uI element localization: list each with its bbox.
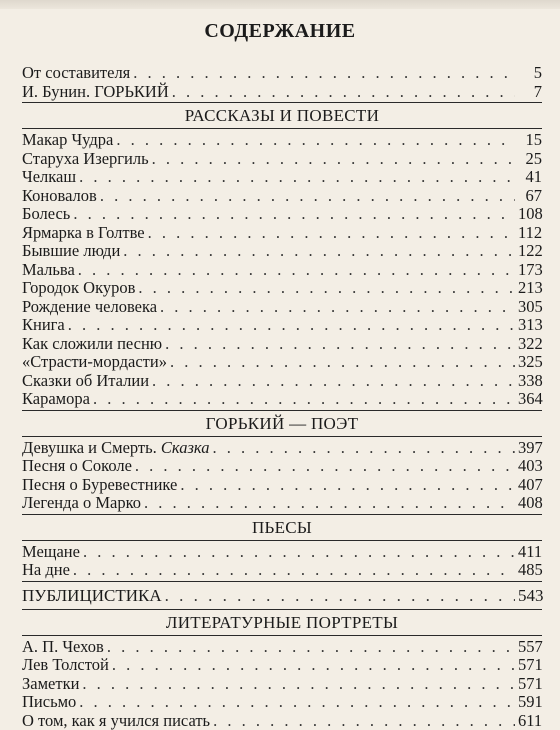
leader-dots: [138, 279, 515, 298]
table-of-contents: [22, 64, 542, 730]
toc-entry[interactable]: [22, 131, 542, 150]
divider: [22, 635, 542, 636]
leader-dots: [73, 561, 515, 580]
entry-page: 338: [518, 372, 542, 391]
entry-title: А. П. Чехов: [22, 638, 104, 657]
entry-title: Старуха Изергиль: [22, 150, 149, 169]
entry-page: 5: [518, 64, 542, 83]
leader-dots: [170, 353, 515, 372]
entry-title: Челкаш: [22, 168, 76, 187]
leader-dots: [144, 494, 515, 513]
toc-entry[interactable]: [22, 638, 542, 657]
toc-entry[interactable]: [22, 353, 542, 372]
divider: [22, 410, 542, 411]
toc-entry[interactable]: [22, 279, 542, 298]
toc-entry-publicistics[interactable]: [22, 584, 542, 608]
entry-page: 571: [518, 656, 542, 675]
section-heading: ПЬЕСЫ: [22, 517, 542, 539]
entry-title-main: Девушка и Смерть.: [22, 438, 157, 457]
leader-dots: [83, 543, 515, 562]
entry-page: 364: [518, 390, 542, 409]
divider: [22, 436, 542, 437]
entry-page: 403: [518, 457, 542, 476]
entry-title: Как сложили песню: [22, 335, 162, 354]
entry-page: 108: [518, 205, 542, 224]
entry-title: Сказки об Италии: [22, 372, 149, 391]
entry-title: На дне: [22, 561, 70, 580]
toc-entry[interactable]: [22, 150, 542, 169]
entry-page: 122: [518, 242, 542, 261]
previous-page-bleed: [0, 0, 560, 9]
toc-entry[interactable]: [22, 224, 542, 243]
leader-dots: [107, 638, 515, 657]
page-title: СОДЕРЖАНИЕ: [0, 20, 560, 43]
toc-entry[interactable]: [22, 187, 542, 206]
entry-title: Ярмарка в Голтве: [22, 224, 145, 243]
divider: [22, 540, 542, 541]
entry-page: 7: [518, 83, 542, 102]
leader-dots: [116, 131, 515, 150]
section-heading: ГОРЬКИЙ — ПОЭТ: [22, 413, 542, 435]
toc-entry[interactable]: [22, 372, 542, 391]
toc-entry[interactable]: [22, 561, 542, 580]
toc-entry[interactable]: [22, 543, 542, 562]
toc-entry[interactable]: [22, 64, 542, 83]
entry-title: Книга: [22, 316, 65, 335]
entry-title: «Страсти-мордасти»: [22, 353, 167, 372]
entry-title: [22, 439, 209, 458]
entry-page: 408: [518, 494, 542, 513]
leader-dots: [172, 83, 515, 102]
leader-dots: [165, 584, 515, 608]
entry-title: От составителя: [22, 64, 130, 83]
entry-page: 397: [518, 439, 542, 458]
toc-entry[interactable]: [22, 83, 542, 102]
toc-entry[interactable]: [22, 205, 542, 224]
entry-page: 591: [518, 693, 542, 712]
leader-dots: [82, 675, 515, 694]
entry-title: Городок Окуров: [22, 279, 135, 298]
entry-title: Заметки: [22, 675, 79, 694]
entry-page: 213: [518, 279, 542, 298]
entry-title: Письмо: [22, 693, 76, 712]
leader-dots: [100, 187, 515, 206]
toc-entry[interactable]: [22, 261, 542, 280]
entry-title: Лев Толстой: [22, 656, 109, 675]
toc-entry[interactable]: [22, 298, 542, 317]
leader-dots: [152, 372, 515, 391]
leader-dots: [135, 457, 515, 476]
leader-dots: [79, 693, 515, 712]
entry-page: 41: [518, 168, 542, 187]
leader-dots: [79, 168, 515, 187]
leader-dots: [73, 205, 515, 224]
entry-page: 173: [518, 261, 542, 280]
entry-title: Бывшие люди: [22, 242, 120, 261]
toc-entry[interactable]: [22, 494, 542, 513]
section-heading: РАССКАЗЫ И ПОВЕСТИ: [22, 105, 542, 127]
entry-page: 407: [518, 476, 542, 495]
entry-title: Болесь: [22, 205, 70, 224]
leader-dots: [212, 439, 515, 458]
entry-page: 485: [518, 561, 542, 580]
divider: [22, 609, 542, 610]
section-heading: ЛИТЕРАТУРНЫЕ ПОРТРЕТЫ: [22, 612, 542, 634]
entry-page: 557: [518, 638, 542, 657]
toc-entry[interactable]: [22, 439, 542, 458]
toc-entry[interactable]: [22, 476, 542, 495]
entry-title: Карамора: [22, 390, 90, 409]
leader-dots: [165, 335, 515, 354]
entry-page: 305: [518, 298, 542, 317]
leader-dots: [78, 261, 515, 280]
leader-dots: [152, 150, 515, 169]
leader-dots: [148, 224, 515, 243]
entry-title: Макар Чудра: [22, 131, 113, 150]
leader-dots: [112, 656, 515, 675]
leader-dots: [123, 242, 515, 261]
leader-dots: [68, 316, 515, 335]
entry-title: Мещане: [22, 543, 80, 562]
entry-page: 611: [518, 712, 542, 730]
divider: [22, 128, 542, 129]
divider: [22, 514, 542, 515]
entry-title: Песня о Соколе: [22, 457, 132, 476]
entry-page: 411: [518, 543, 542, 562]
entry-page: 322: [518, 335, 542, 354]
entry-title: ПУБЛИЦИСТИКА: [22, 584, 162, 608]
divider: [22, 102, 542, 103]
toc-entry[interactable]: [22, 712, 542, 730]
entry-page: 112: [518, 224, 542, 243]
toc-entry[interactable]: [22, 316, 542, 335]
entry-title: Коновалов: [22, 187, 97, 206]
divider: [22, 581, 542, 582]
entry-title: И. Бунин. ГОРЬКИЙ: [22, 83, 169, 102]
entry-title: Мальва: [22, 261, 75, 280]
entry-title: Рождение человека: [22, 298, 157, 317]
entry-page: 571: [518, 675, 542, 694]
leader-dots: [180, 476, 515, 495]
entry-page: 25: [518, 150, 542, 169]
entry-page: 543: [518, 584, 542, 608]
entry-title: О том, как я учился писать: [22, 712, 210, 730]
entry-page: 325: [518, 353, 542, 372]
entry-title: Легенда о Марко: [22, 494, 141, 513]
entry-subtitle: Сказка: [161, 438, 210, 457]
toc-entry[interactable]: [22, 390, 542, 409]
leader-dots: [133, 64, 515, 83]
toc-entry[interactable]: [22, 693, 542, 712]
toc-entry[interactable]: [22, 656, 542, 675]
toc-entry[interactable]: [22, 457, 542, 476]
toc-entry[interactable]: [22, 168, 542, 187]
leader-dots: [93, 390, 515, 409]
toc-entry[interactable]: [22, 242, 542, 261]
entry-page: 67: [518, 187, 542, 206]
toc-entry[interactable]: [22, 335, 542, 354]
leader-dots: [160, 298, 515, 317]
toc-entry[interactable]: [22, 675, 542, 694]
entry-page: 15: [518, 131, 542, 150]
entry-page: 313: [518, 316, 542, 335]
leader-dots: [213, 712, 515, 730]
entry-title: Песня о Буревестнике: [22, 476, 177, 495]
